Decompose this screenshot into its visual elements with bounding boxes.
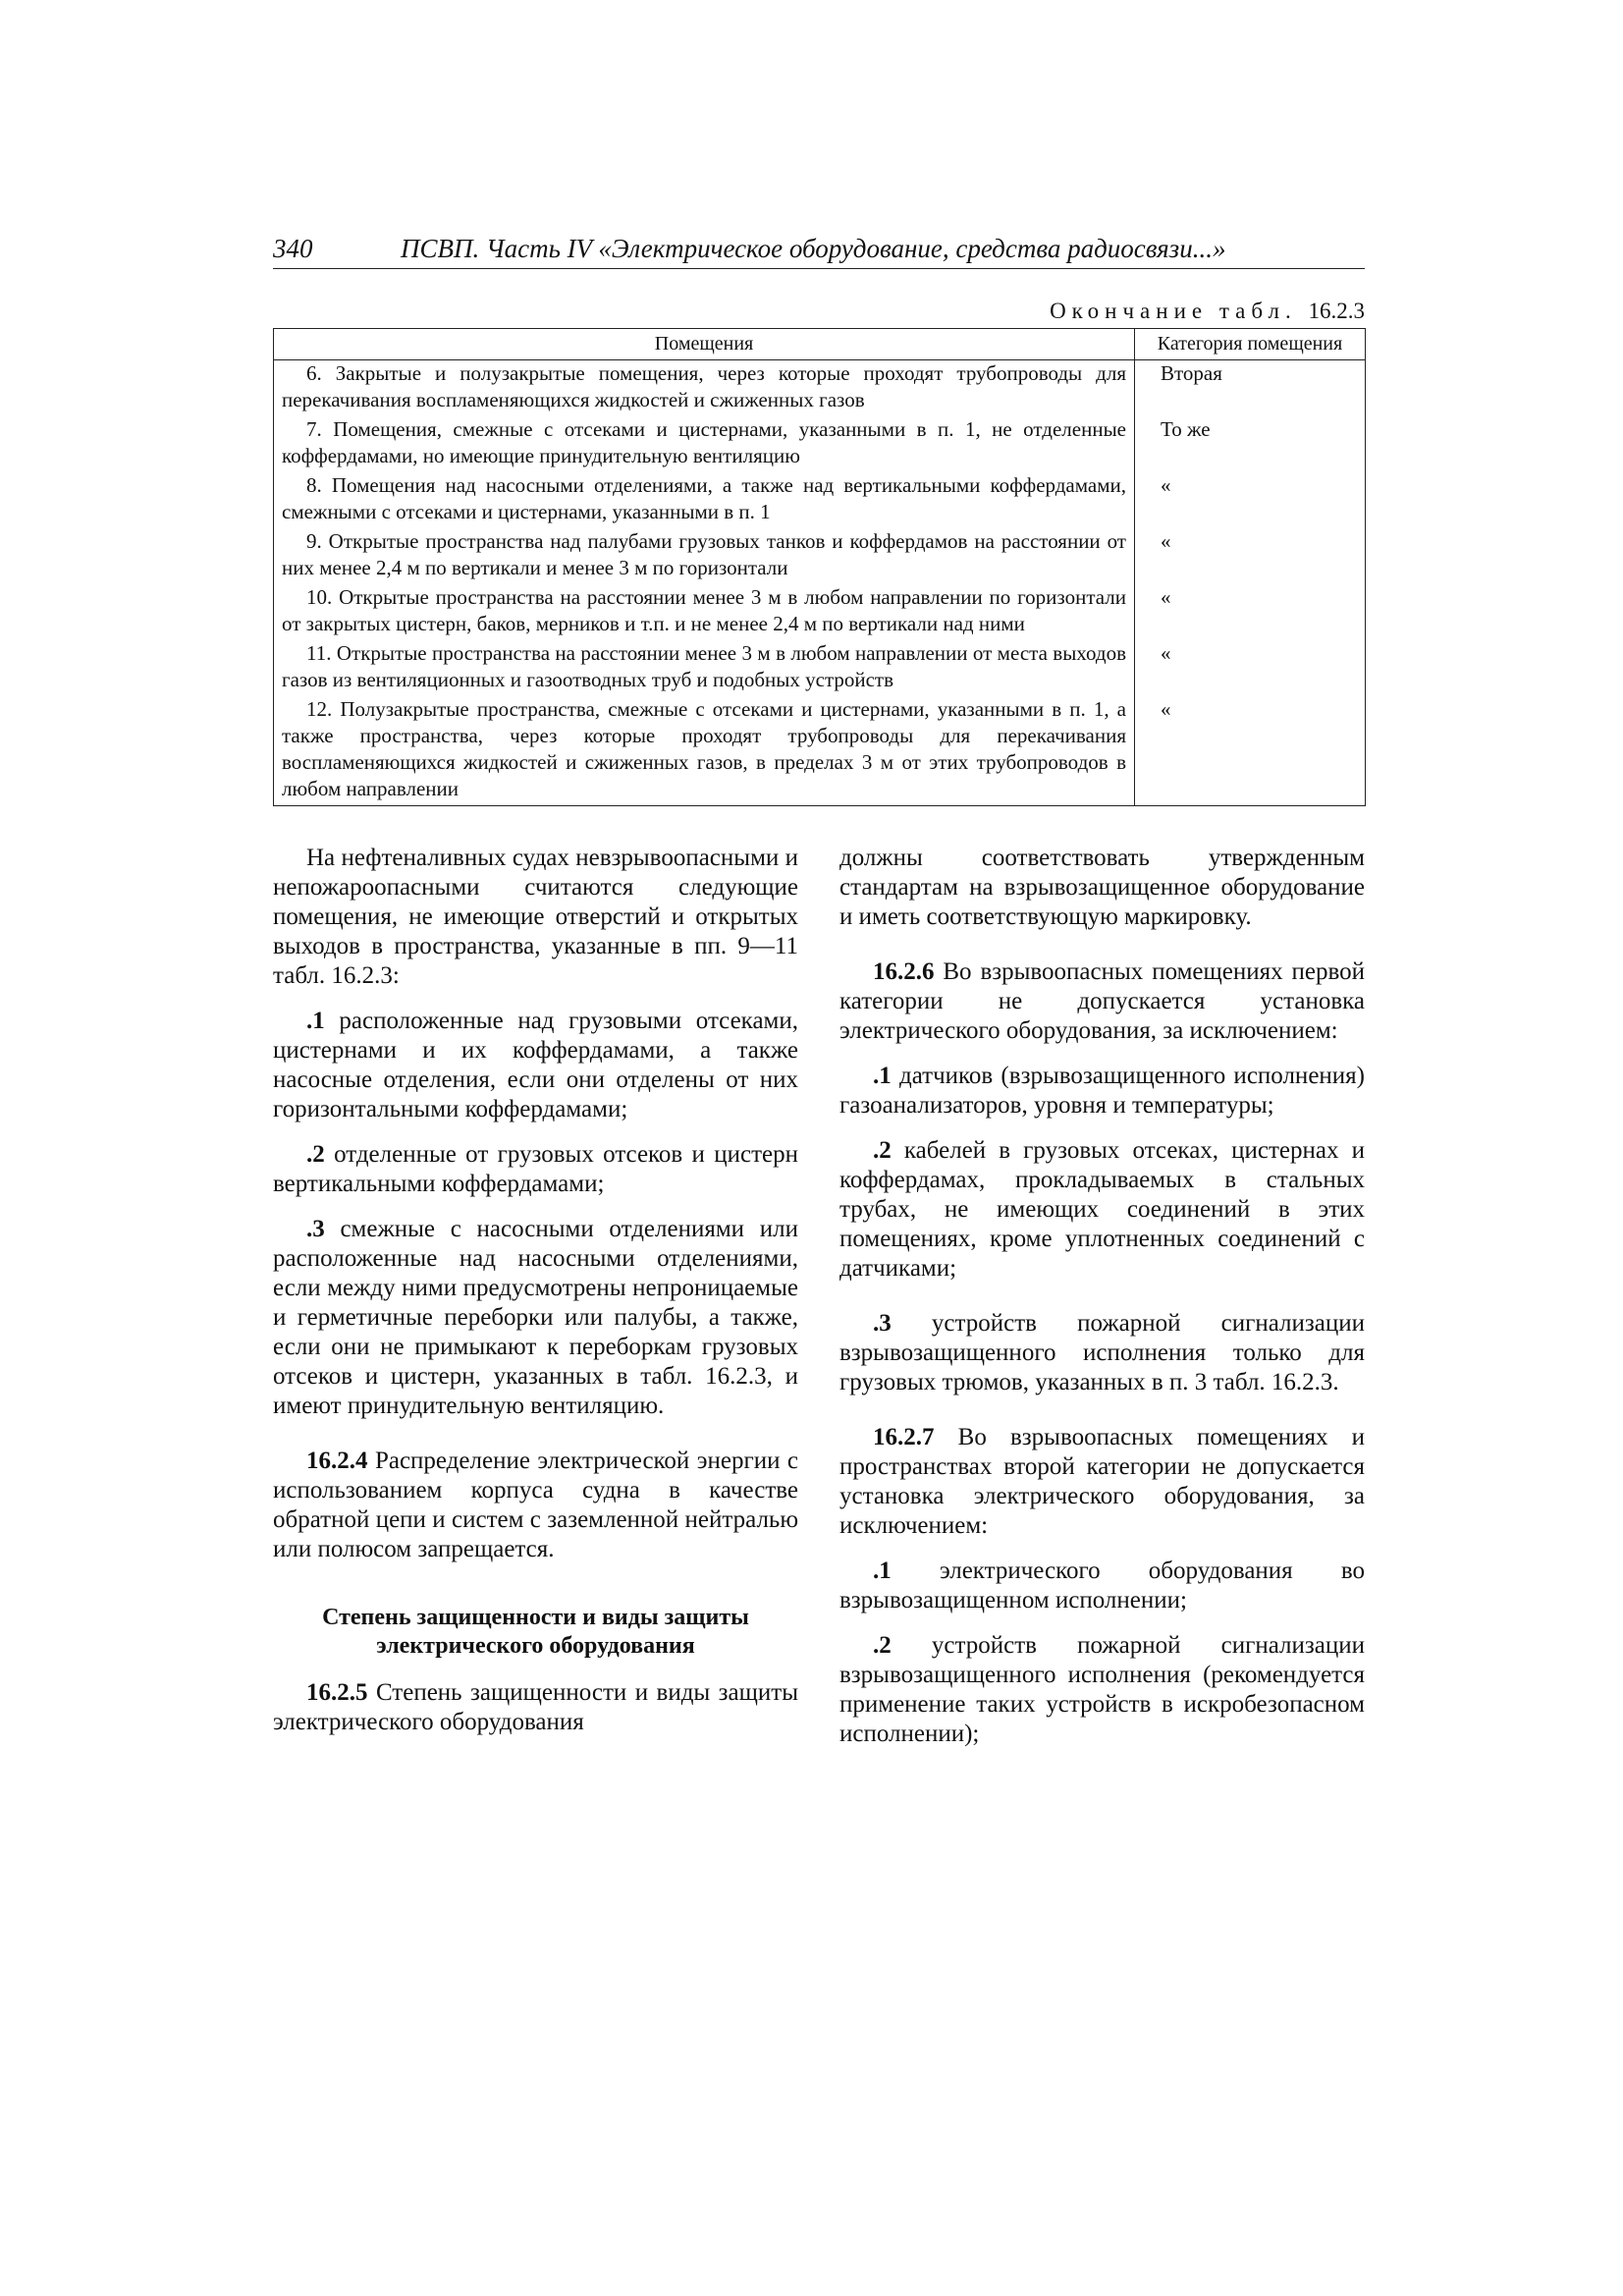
column-header-category: Категория помещения (1135, 329, 1366, 360)
section-number: 16.2.4 (306, 1448, 368, 1474)
paragraph-text: Во взрывоопасных помещениях и пространствах второй категории не допускается установка электрического оборудования, за исключением: (839, 1424, 1365, 1539)
list-item (839, 1631, 1365, 1749)
premises-table (273, 328, 1366, 806)
running-header (273, 234, 1365, 269)
left-column (273, 844, 798, 1749)
section-heading-line: Степень защищенности и виды защиты (322, 1605, 749, 1630)
paragraph-text: Степень защищенности и виды защиты электрического оборудования (273, 1679, 798, 1735)
continuation-paragraph: должны соответствовать утвержденным стандартам на взрывозащищенное оборудование и иметь соответствующую маркировку. (839, 845, 1365, 930)
table-row (274, 472, 1366, 528)
paragraph-text: Распределение электрической энергии с использованием корпуса судна в качестве обратной цепи и систем с заземленной нейтралью или полюсом запрещается. (273, 1448, 798, 1562)
list-item (273, 1140, 798, 1199)
table-cell-category: « (1135, 640, 1366, 696)
item-number: .1 (306, 1008, 325, 1034)
table-cell-category: « (1135, 584, 1366, 640)
item-number: .3 (306, 1216, 325, 1242)
table-row (274, 360, 1366, 417)
item-text: устройств пожарной сигнализации взрывозащищенного исполнения (рекомендуется применение таких устройств в искробезопасном исполнении); (839, 1632, 1365, 1747)
running-title: ПСВП. Часть IV «Электрическое оборудование, средства радиосвязи...» (401, 234, 1226, 263)
list-item (273, 1215, 798, 1421)
item-text: кабелей в грузовых отсеках, цистернах и коффердамах, прокладываемых в стальных трубах, не имеющих соединений в этих помещениях, кроме уплотненных соединений с датчиками; (839, 1137, 1365, 1282)
item-number: .2 (873, 1632, 892, 1659)
page-number: 340 (273, 234, 313, 263)
table-caption (273, 299, 1365, 324)
document-page (273, 234, 1365, 1749)
table-caption-number: 16.2.3 (1308, 299, 1365, 323)
right-column (839, 844, 1365, 1749)
item-text: устройств пожарной сигнализации взрывозащищенного исполнения только для грузовых трюмов, указанных в п. 3 табл. 16.2.3. (839, 1310, 1365, 1395)
body-columns (273, 844, 1365, 1749)
table-cell-description: 9. Открытые пространства над палубами грузовых танков и коффердамов на расстоянии от них менее 2,4 м по вертикали и менее 3 м по горизонтали (274, 528, 1135, 584)
section-heading-line: электрического оборудования (376, 1633, 695, 1659)
column-header-premises: Помещения (274, 329, 1135, 360)
list-item (839, 1062, 1365, 1121)
item-number: .1 (873, 1558, 892, 1584)
table-cell-description: 11. Открытые пространства на расстоянии менее 3 м в любом направлении от места выходов газов из вентиляционных и газоотводных труб и подобных устройств (274, 640, 1135, 696)
table-cell-category: « (1135, 528, 1366, 584)
table-cell-description: 6. Закрытые и полузакрытые помещения, через которые проходят трубопроводы для перекачивания воспламеняющихся жидкостей и сжиженных газов (274, 360, 1135, 417)
item-number: .3 (873, 1310, 892, 1337)
table-cell-description: 7. Помещения, смежные с отсеками и цистернами, указанными в п. 1, не отделенные коффердамами, но имеющие принудительную вентиляцию (274, 416, 1135, 472)
item-text: отделенные от грузовых отсеков и цистерн вертикальными коффердамами; (273, 1141, 798, 1197)
paragraph-16-2-7 (839, 1423, 1365, 1541)
item-text: расположенные над грузовыми отсеками, цистернами и их коффердамами, а также насосные отделения, если они отделены от них горизонтальными коффердамами; (273, 1008, 798, 1122)
item-number: .2 (873, 1137, 892, 1164)
list-item (839, 1557, 1365, 1615)
list-item (839, 1136, 1365, 1284)
item-text: датчиков (взрывозащищенного исполнения) газоанализаторов, уровня и температуры; (839, 1063, 1365, 1119)
paragraph-text: Во взрывоопасных помещениях первой категории не допускается установка электрического оборудования, за исключением: (839, 958, 1365, 1044)
table-cell-category: То же (1135, 416, 1366, 472)
table-row (274, 696, 1366, 806)
intro-paragraph: На нефтеналивных судах невзрывоопасными и непожароопасными считаются следующие помещения, не имеющие отверстий и открытых выходов в пространства, указанные в пп. 9—11 табл. 16.2.3: (273, 845, 798, 989)
list-item (839, 1309, 1365, 1397)
section-number: 16.2.5 (306, 1679, 368, 1706)
table-row (274, 416, 1366, 472)
table-row (274, 528, 1366, 584)
table-row (274, 584, 1366, 640)
paragraph-16-2-5 (273, 1678, 798, 1737)
list-item (273, 1007, 798, 1124)
section-number: 16.2.6 (873, 958, 935, 985)
table-cell-category: « (1135, 696, 1366, 806)
section-number: 16.2.7 (873, 1424, 935, 1450)
paragraph-16-2-6 (839, 957, 1365, 1046)
table-header-row (274, 329, 1366, 360)
table-cell-description: 12. Полузакрытые пространства, смежные с отсеками и цистернами, указанными в п. 1, а также пространства, через которые проходят трубопроводы для перекачивания воспламеняющихся жидкостей и сжиженных газов, в пределах 3 м от этих трубопроводов в любом направлении (274, 696, 1135, 806)
item-number: .2 (306, 1141, 325, 1168)
table-row (274, 640, 1366, 696)
paragraph-16-2-4 (273, 1447, 798, 1564)
section-heading (273, 1604, 798, 1661)
table-cell-description: 8. Помещения над насосными отделениями, а также над вертикальными коффердамами, смежными с отсеками и цистернами, указанными в п. 1 (274, 472, 1135, 528)
table-caption-prefix: Окончание табл. (1050, 299, 1297, 323)
table-cell-category: Вторая (1135, 360, 1366, 417)
item-text: смежные с насосными отделениями или расположенные над насосными отделениями, если между ними предусмотрены непроницаемые и герметичные переборки или палубы, а также, если они не примыкают к переборкам грузовых отсеков и цистерн, указанных в табл. 16.2.3, и имеют принудительную вентиляцию. (273, 1216, 798, 1419)
table-cell-category: « (1135, 472, 1366, 528)
item-number: .1 (873, 1063, 892, 1089)
table-cell-description: 10. Открытые пространства на расстоянии менее 3 м в любом направлении по горизонтали от закрытых цистерн, баков, мерников и т.п. и не менее 2,4 м по вертикали над ними (274, 584, 1135, 640)
item-text: электрического оборудования во взрывозащищенном исполнении; (839, 1558, 1365, 1613)
